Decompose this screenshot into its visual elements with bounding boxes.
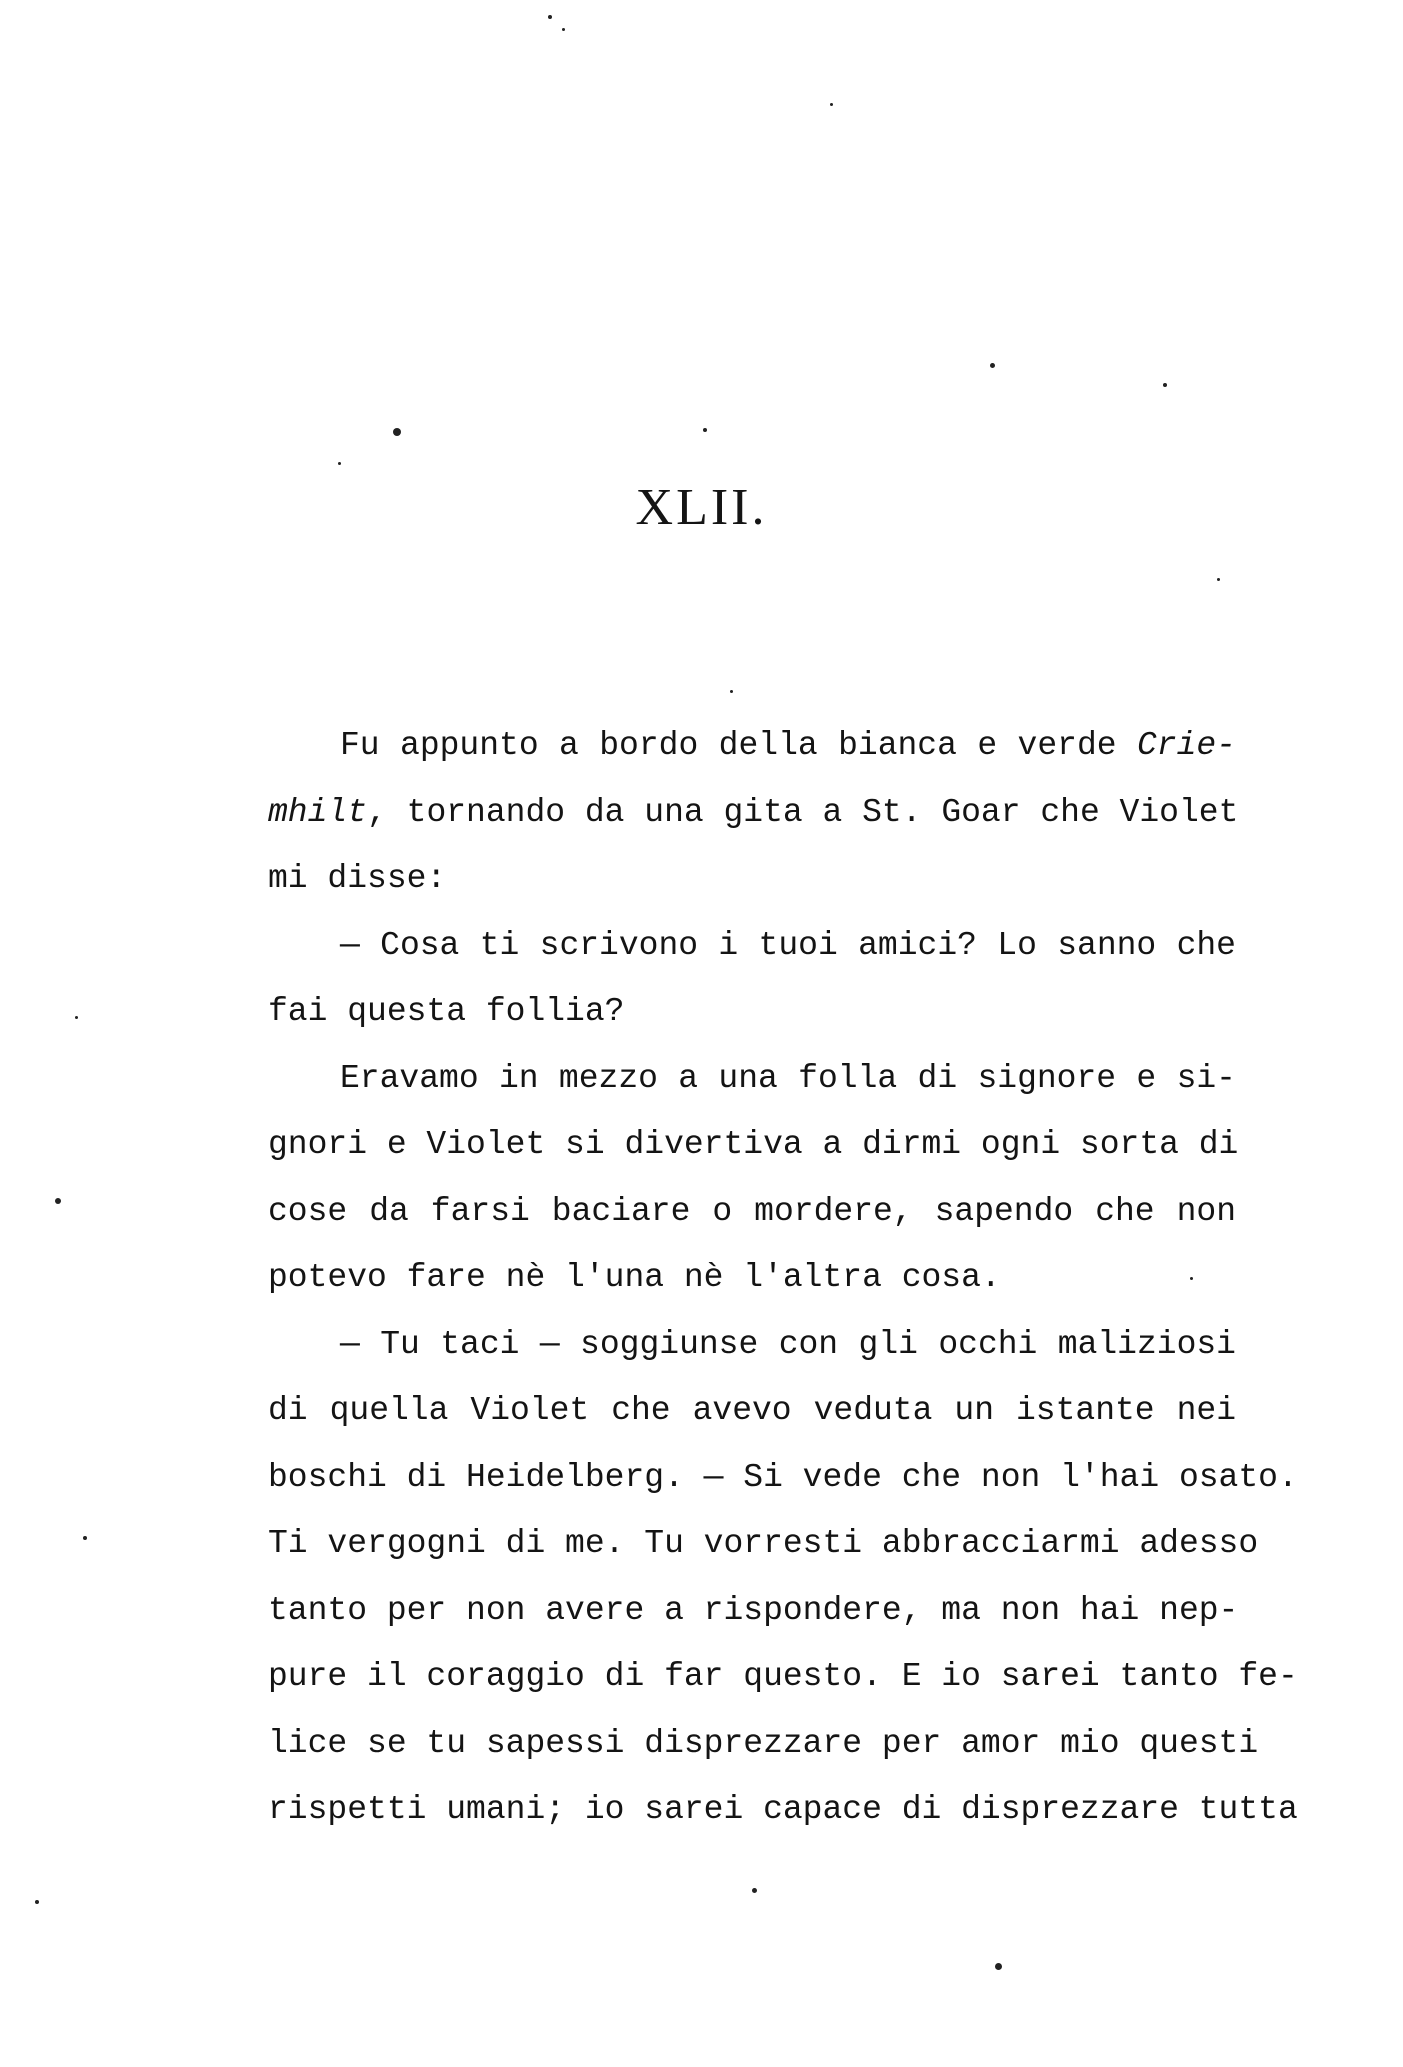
text-line: — Tu taci — soggiunse con gli occhi maliziosi [340, 1325, 1236, 1363]
text-line: rispetti umani; io sarei capace di disprezzare tutta [268, 1791, 1298, 1828]
text-line: — Cosa ti scrivono i tuoi amici? Lo sanno che [340, 926, 1236, 964]
text-line: Ti vergogni di me. Tu vorresti abbracciarmi adesso [268, 1525, 1259, 1562]
scan-speck [990, 363, 995, 368]
text-line: boschi di Heidelberg. — Si vede che non l'hai osato. [268, 1458, 1298, 1496]
scan-speck [703, 428, 707, 432]
text-line: Fu appunto a bordo della bianca e verde Crie- [340, 727, 1236, 764]
text-line: pure il coraggio di far questo. E io sarei tanto fe- [268, 1658, 1298, 1695]
scan-speck [338, 462, 341, 465]
scan-speck [752, 1888, 757, 1893]
scan-speck [730, 690, 733, 693]
text-line: fai questa follia? [268, 993, 625, 1030]
scan-speck [393, 428, 401, 436]
scan-speck [995, 1963, 1002, 1970]
scan-speck [55, 1198, 61, 1204]
text-line: Eravamo in mezzo a una folla di signore e si- [340, 1059, 1236, 1097]
chapter-title: XLII. [635, 479, 768, 536]
text-line: tanto per non avere a rispondere, ma non hai nep- [268, 1591, 1239, 1629]
text-line: cose da farsi baciare o mordere, sapendo che non [268, 1192, 1236, 1230]
body-text [268, 713, 1298, 1844]
scan-speck [548, 15, 552, 19]
scan-speck [1163, 383, 1167, 387]
scan-speck [1190, 1277, 1193, 1280]
scan-speck [1217, 578, 1220, 581]
scan-speck [35, 1900, 39, 1904]
text-line: di quella Violet che avevo veduta un istante nei [268, 1392, 1236, 1429]
text-line: mhilt, tornando da una gita a St. Goar che Violet [268, 793, 1239, 831]
scan-speck [75, 1016, 78, 1019]
text-line: gnori e Violet si divertiva a dirmi ogni sorta di [268, 1126, 1239, 1163]
text-line: mi disse: [268, 860, 447, 897]
scan-speck [562, 28, 565, 31]
text-line: potevo fare nè l'una nè l'altra cosa. [268, 1259, 1001, 1296]
text-line: lice se tu sapessi disprezzare per amor mio questi [268, 1724, 1259, 1762]
scan-speck [830, 103, 833, 106]
scan-speck [83, 1536, 87, 1540]
